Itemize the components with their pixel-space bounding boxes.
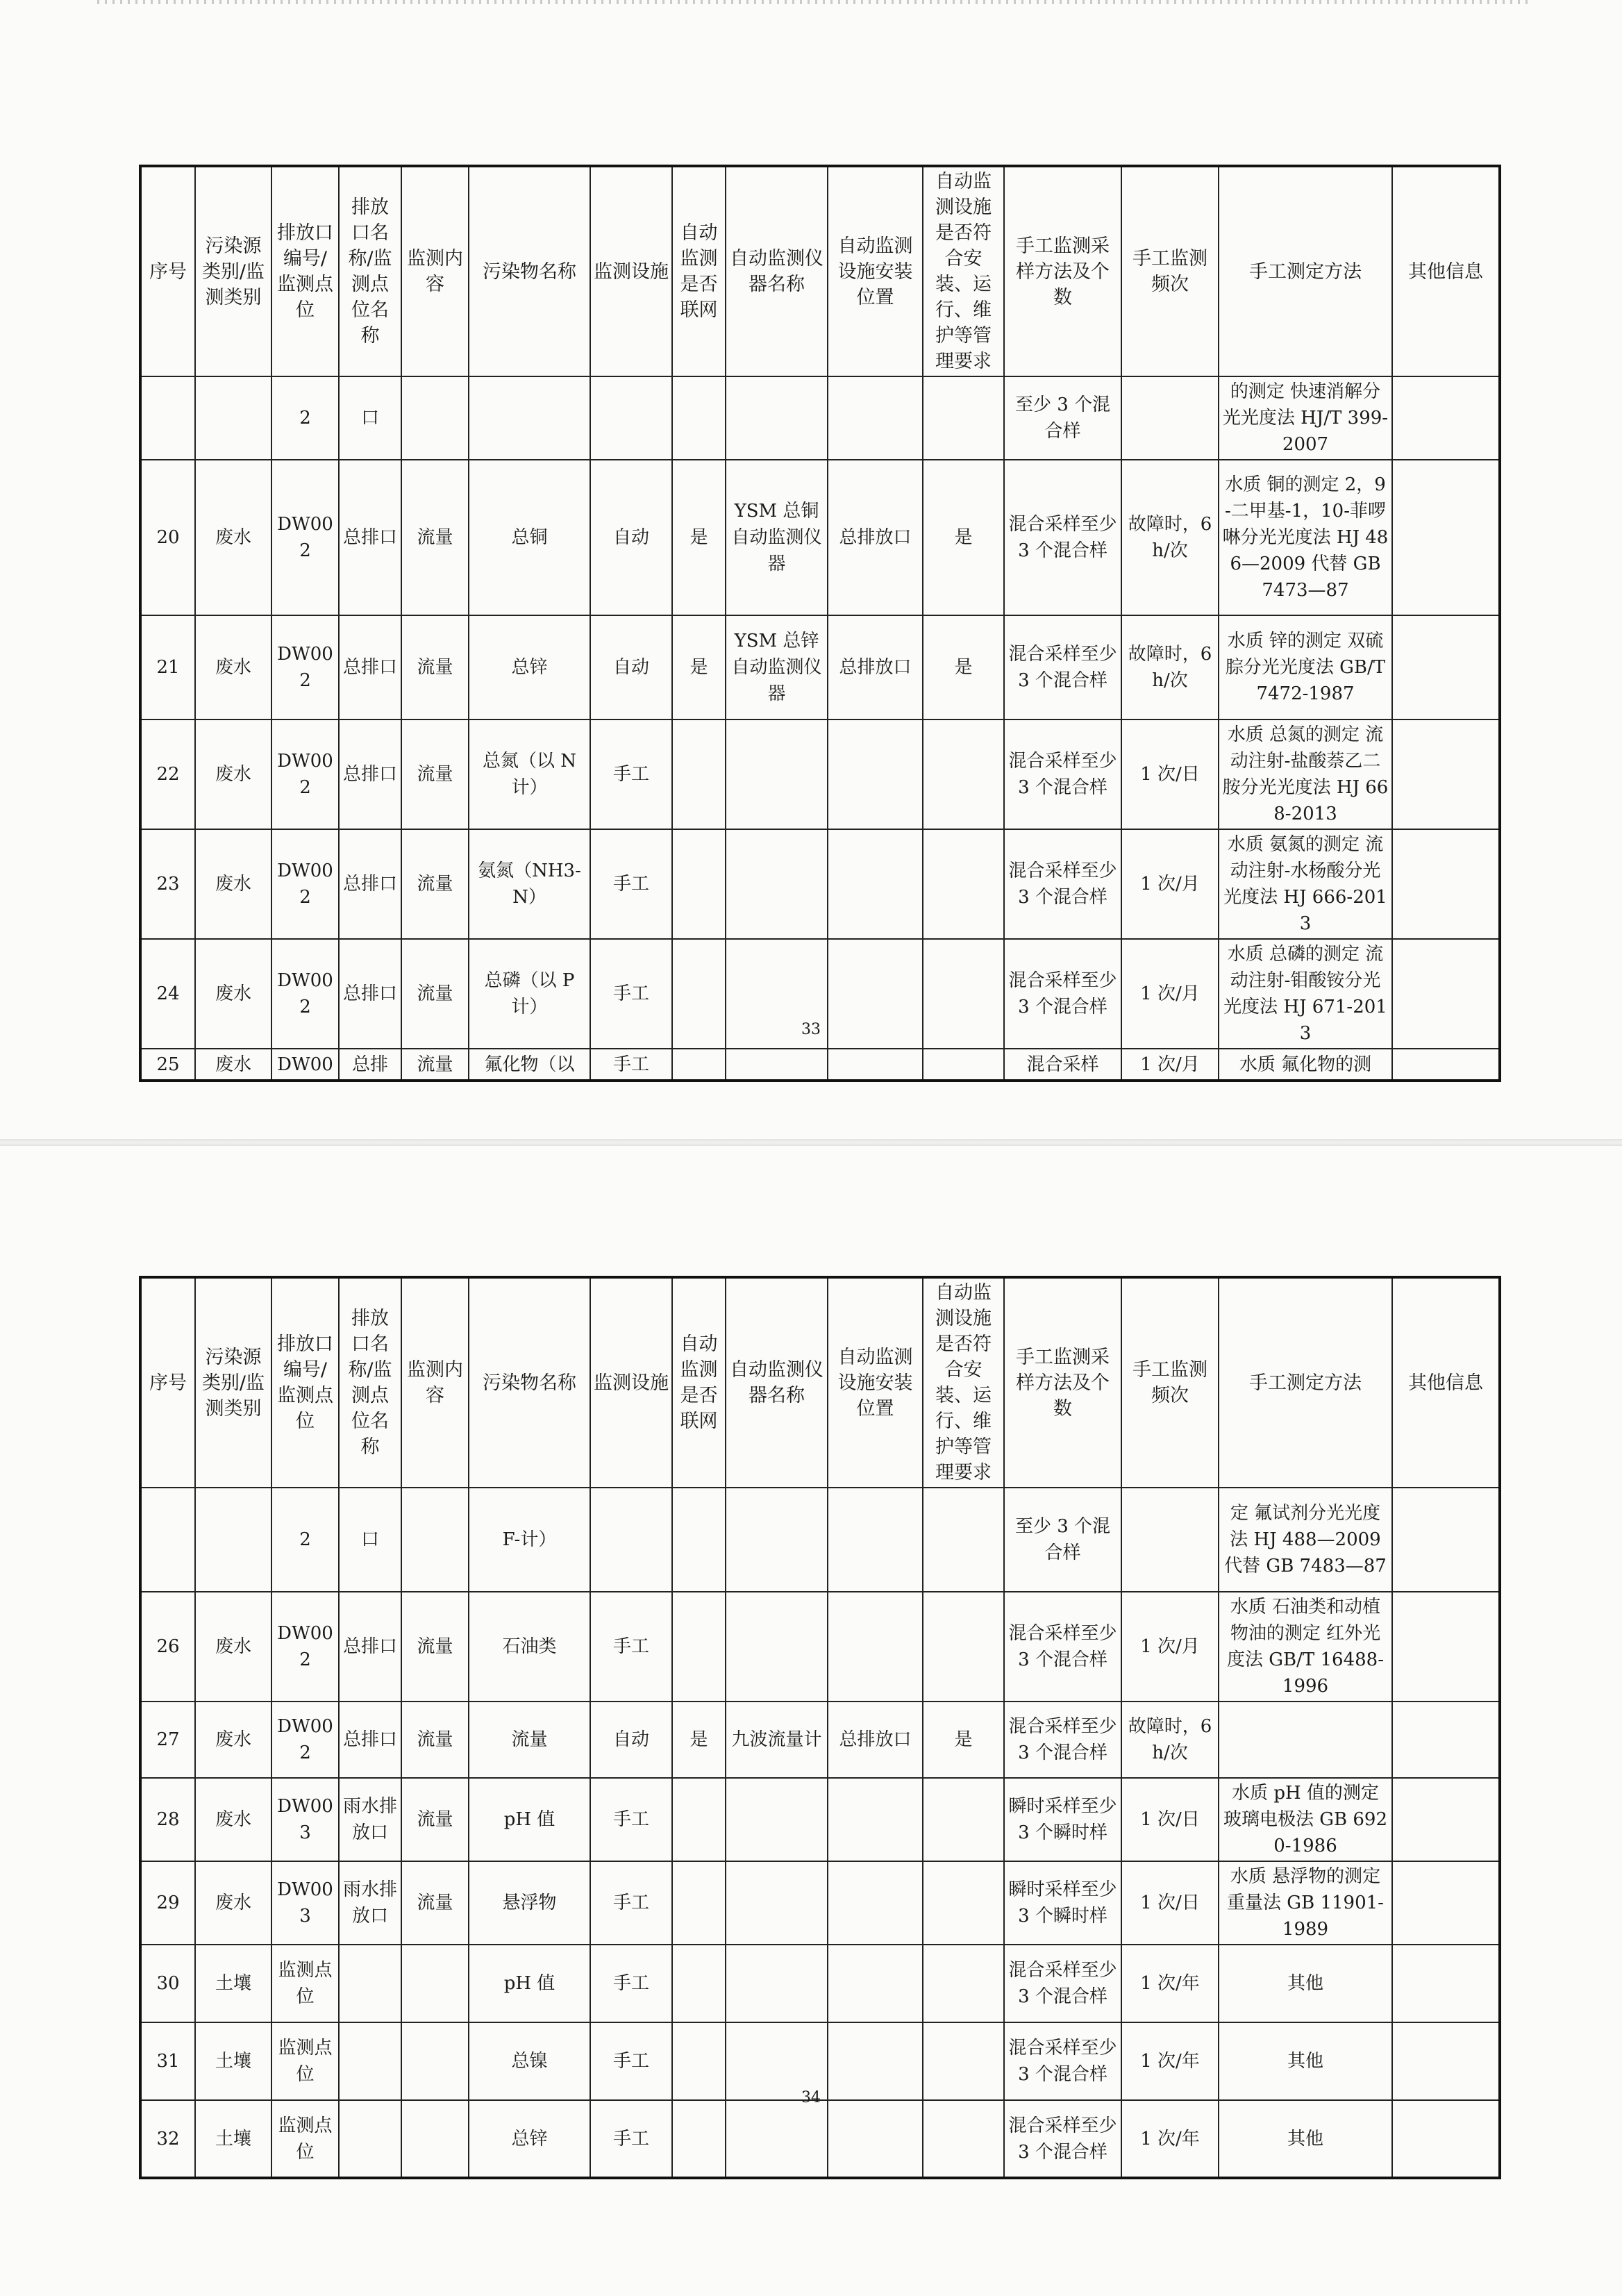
cell-install-location [828,376,923,460]
cell-sampling-method: 混合采样至少 3 个混合样 [1004,939,1121,1049]
header-networked: 自动监测是否联网 [672,1277,726,1488]
cell-frequency: 1 次/年 [1121,2022,1219,2100]
cell-frequency: 1 次/年 [1121,1945,1219,2022]
cell-outlet-name: 总排 [339,1049,401,1081]
header-other-info: 其他信息 [1392,1277,1500,1488]
cell-seq [140,1488,195,1592]
cell-pollutant: F-计） [469,1488,590,1592]
cell-test-method: 定 氟试剂分光光度法 HJ 488—2009 代替 GB 7483—87 [1219,1488,1392,1592]
header-pollutant: 污染物名称 [469,1277,590,1488]
header-outlet-code: 排放口编号/监测点位 [271,166,339,376]
cell-outlet-name: 雨水排放口 [339,1861,401,1945]
cell-facility: 手工 [590,1861,672,1945]
header-source-category: 污染源类别/监测类别 [195,166,271,376]
cell-test-method: 水质 氟化物的测 [1219,1049,1392,1081]
cell-pollutant: 总氮（以 N 计） [469,719,590,829]
cell-source-category: 废水 [195,460,271,615]
cell-frequency [1121,1488,1219,1592]
header-frequency: 手工监测频次 [1121,1277,1219,1488]
cell-seq: 25 [140,1049,195,1081]
header-other-info: 其他信息 [1392,166,1500,376]
cell-outlet-name [339,1945,401,2022]
cell-install-location: 总排放口 [828,1702,923,1778]
cell-monitor-content: 流量 [401,1592,469,1702]
table-row [140,1049,1500,1081]
header-compliance: 自动监测设施是否符合安装、运行、维护等管理要求 [923,1277,1004,1488]
table-body [140,1488,1500,2178]
cell-install-location: 总排放口 [828,460,923,615]
cell-sampling-method: 混合采样至少 3 个混合样 [1004,615,1121,719]
cell-install-location [828,2100,923,2178]
cell-outlet-name: 口 [339,1488,401,1592]
cell-install-location [828,1861,923,1945]
header-sampling-method: 手工监测采样方法及个数 [1004,166,1121,376]
cell-networked [672,719,726,829]
cell-other-info [1392,1592,1500,1702]
cell-compliance [923,829,1004,939]
cell-other-info [1392,615,1500,719]
cell-facility [590,376,672,460]
header-install-location: 自动监测设施安装位置 [828,1277,923,1488]
cell-test-method: 水质 锌的测定 双硫腙分光光度法 GB/T 7472-1987 [1219,615,1392,719]
cell-facility: 手工 [590,1049,672,1081]
page-fold [0,1139,1622,1146]
table-row [140,1861,1500,1945]
cell-outlet-code: DW002 [271,1592,339,1702]
header-outlet-name: 排放口名称/监测点位名称 [339,166,401,376]
monitoring-table-page-33 [139,165,1501,1082]
cell-outlet-name: 总排口 [339,615,401,719]
header-seq: 序号 [140,1277,195,1488]
header-install-location: 自动监测设施安装位置 [828,166,923,376]
cell-outlet-code: 监测点位 [271,2100,339,2178]
cell-other-info [1392,1945,1500,2022]
table-row [140,615,1500,719]
header-facility: 监测设施 [590,166,672,376]
cell-instrument: YSM 总锌自动监测仪器 [726,615,828,719]
cell-sampling-method: 混合采样至少 3 个混合样 [1004,829,1121,939]
cell-frequency: 故障时，6h/次 [1121,460,1219,615]
cell-sampling-method: 混合采样 [1004,1049,1121,1081]
cell-seq: 32 [140,2100,195,2178]
cell-networked: 是 [672,1702,726,1778]
cell-outlet-name: 总排口 [339,1702,401,1778]
cell-source-category: 废水 [195,1049,271,1081]
cell-sampling-method: 至少 3 个混合样 [1004,1488,1121,1592]
cell-facility: 自动 [590,1702,672,1778]
cell-instrument [726,1778,828,1861]
cell-pollutant: 氨氮（NH3-N） [469,829,590,939]
cell-frequency: 1 次/日 [1121,1861,1219,1945]
cell-outlet-code: DW002 [271,719,339,829]
cell-facility: 自动 [590,460,672,615]
cell-frequency: 1 次/日 [1121,719,1219,829]
cell-source-category: 土壤 [195,2022,271,2100]
cell-compliance [923,1488,1004,1592]
cell-compliance [923,1945,1004,2022]
cell-other-info [1392,829,1500,939]
cell-test-method: 水质 悬浮物的测定 重量法 GB 11901-1989 [1219,1861,1392,1945]
table-row [140,376,1500,460]
cell-sampling-method: 至少 3 个混合样 [1004,376,1121,460]
cell-other-info [1392,2100,1500,2178]
cell-pollutant: 氟化物（以 [469,1049,590,1081]
cell-seq: 27 [140,1702,195,1778]
cell-compliance [923,1592,1004,1702]
cell-outlet-code: DW002 [271,829,339,939]
cell-monitor-content: 流量 [401,1778,469,1861]
cell-sampling-method: 混合采样至少 3 个混合样 [1004,2022,1121,2100]
cell-install-location [828,1488,923,1592]
header-source-category: 污染源类别/监测类别 [195,1277,271,1488]
cell-facility: 手工 [590,2022,672,2100]
cell-facility: 手工 [590,1945,672,2022]
cell-outlet-code: DW00 [271,1049,339,1081]
cell-seq: 24 [140,939,195,1049]
header-test-method: 手工测定方法 [1219,166,1392,376]
cell-outlet-code: DW002 [271,939,339,1049]
header-frequency: 手工监测频次 [1121,166,1219,376]
cell-test-method: 水质 pH 值的测定 玻璃电极法 GB 6920-1986 [1219,1778,1392,1861]
cell-seq: 30 [140,1945,195,2022]
cell-compliance [923,1861,1004,1945]
cell-networked [672,376,726,460]
cell-monitor-content: 流量 [401,939,469,1049]
cell-compliance [923,376,1004,460]
cell-install-location [828,1778,923,1861]
cell-pollutant [469,376,590,460]
cell-seq: 31 [140,2022,195,2100]
cell-outlet-code: DW003 [271,1778,339,1861]
cell-instrument: YSM 总铜自动监测仪器 [726,460,828,615]
cell-outlet-name: 总排口 [339,719,401,829]
cell-source-category [195,376,271,460]
cell-compliance: 是 [923,615,1004,719]
cell-networked [672,829,726,939]
cell-outlet-code: DW002 [271,460,339,615]
cell-outlet-name: 总排口 [339,939,401,1049]
cell-networked [672,1945,726,2022]
cell-seq: 20 [140,460,195,615]
cell-pollutant: 总铜 [469,460,590,615]
cell-sampling-method: 混合采样至少 3 个混合样 [1004,2100,1121,2178]
cell-outlet-code: DW002 [271,615,339,719]
cell-facility [590,1488,672,1592]
cell-frequency: 故障时，6h/次 [1121,1702,1219,1778]
header-outlet-code: 排放口编号/监测点位 [271,1277,339,1488]
cell-compliance: 是 [923,460,1004,615]
cell-sampling-method: 混合采样至少 3 个混合样 [1004,719,1121,829]
header-pollutant: 污染物名称 [469,166,590,376]
cell-test-method: 其他 [1219,1945,1392,2022]
cell-compliance [923,1049,1004,1081]
header-networked: 自动监测是否联网 [672,166,726,376]
header-test-method: 手工测定方法 [1219,1277,1392,1488]
cell-sampling-method: 混合采样至少 3 个混合样 [1004,1702,1121,1778]
header-instrument: 自动监测仪器名称 [726,166,828,376]
header-outlet-name: 排放口名称/监测点位名称 [339,1277,401,1488]
header-facility: 监测设施 [590,1277,672,1488]
table-row [140,719,1500,829]
cell-install-location [828,719,923,829]
cell-source-category: 土壤 [195,1945,271,2022]
cell-instrument [726,829,828,939]
cell-test-method: 水质 总磷的测定 流动注射-钼酸铵分光光度法 HJ 671-2013 [1219,939,1392,1049]
cell-sampling-method: 混合采样至少 3 个混合样 [1004,1945,1121,2022]
cell-frequency: 1 次/月 [1121,1592,1219,1702]
cell-pollutant: 石油类 [469,1592,590,1702]
cell-seq [140,376,195,460]
cell-instrument [726,1592,828,1702]
table-row [140,829,1500,939]
cell-pollutant: pH 值 [469,1778,590,1861]
cell-seq: 28 [140,1778,195,1861]
cell-instrument [726,1861,828,1945]
cell-outlet-code: DW002 [271,1702,339,1778]
table-row [140,2100,1500,2178]
cell-monitor-content [401,1488,469,1592]
cell-monitor-content [401,376,469,460]
cell-compliance [923,1778,1004,1861]
cell-seq: 23 [140,829,195,939]
cell-instrument [726,376,828,460]
cell-facility: 手工 [590,829,672,939]
page-number: 33 [801,1021,821,1038]
cell-frequency: 1 次/年 [1121,2100,1219,2178]
cell-test-method: 水质 总氮的测定 流动注射-盐酸萘乙二胺分光光度法 HJ 668-2013 [1219,719,1392,829]
cell-other-info [1392,376,1500,460]
cell-install-location [828,829,923,939]
cell-instrument [726,719,828,829]
table-header-row [140,166,1500,376]
cell-install-location [828,1049,923,1081]
cell-facility: 手工 [590,939,672,1049]
cell-seq: 26 [140,1592,195,1702]
cell-source-category: 废水 [195,939,271,1049]
cell-networked [672,1861,726,1945]
cell-outlet-code: 2 [271,1488,339,1592]
cell-networked [672,1049,726,1081]
cell-test-method: 水质 氨氮的测定 流动注射-水杨酸分光光度法 HJ 666-2013 [1219,829,1392,939]
cell-monitor-content: 流量 [401,1049,469,1081]
cell-test-method [1219,1702,1392,1778]
cell-monitor-content: 流量 [401,460,469,615]
cell-other-info [1392,719,1500,829]
cell-other-info [1392,1778,1500,1861]
cell-networked [672,1778,726,1861]
cell-sampling-method: 瞬时采样至少 3 个瞬时样 [1004,1861,1121,1945]
cell-facility: 手工 [590,1592,672,1702]
cell-facility: 手工 [590,719,672,829]
cell-frequency: 故障时，6h/次 [1121,615,1219,719]
cell-facility: 手工 [590,2100,672,2178]
cell-other-info [1392,1488,1500,1592]
cell-source-category [195,1488,271,1592]
cell-source-category: 废水 [195,615,271,719]
cell-compliance [923,2100,1004,2178]
header-monitor-content: 监测内容 [401,1277,469,1488]
cell-seq: 21 [140,615,195,719]
table-row [140,1778,1500,1861]
cell-test-method: 其他 [1219,2022,1392,2100]
cell-frequency: 1 次/日 [1121,1778,1219,1861]
cell-pollutant: 总磷（以 P 计） [469,939,590,1049]
cell-monitor-content: 流量 [401,615,469,719]
cell-monitor-content [401,1945,469,2022]
cell-outlet-code: 监测点位 [271,2022,339,2100]
cell-test-method: 其他 [1219,2100,1392,2178]
cell-install-location [828,1945,923,2022]
cell-outlet-name [339,2100,401,2178]
cell-pollutant: 总锌 [469,615,590,719]
cell-monitor-content: 流量 [401,829,469,939]
cell-facility: 自动 [590,615,672,719]
table-row [140,1488,1500,1592]
cell-source-category: 废水 [195,1861,271,1945]
table-header-row [140,1277,1500,1488]
cell-seq: 29 [140,1861,195,1945]
cell-networked [672,1592,726,1702]
cell-source-category: 废水 [195,1778,271,1861]
cell-monitor-content: 流量 [401,719,469,829]
cell-monitor-content: 流量 [401,1702,469,1778]
cell-networked [672,2100,726,2178]
header-seq: 序号 [140,166,195,376]
cell-monitor-content: 流量 [401,1861,469,1945]
table-body [140,376,1500,1081]
cell-test-method: 水质 石油类和动植物油的测定 红外光度法 GB/T 16488-1996 [1219,1592,1392,1702]
header-monitor-content: 监测内容 [401,166,469,376]
cell-networked [672,1488,726,1592]
cell-instrument [726,1049,828,1081]
cell-compliance [923,719,1004,829]
table-row [140,1592,1500,1702]
cell-source-category: 土壤 [195,2100,271,2178]
cell-source-category: 废水 [195,1702,271,1778]
cell-outlet-code: 监测点位 [271,1945,339,2022]
cell-outlet-code: DW003 [271,1861,339,1945]
cell-test-method: 水质 铜的测定 2，9-二甲基-1，10-菲啰啉分光光度法 HJ 486—2009 代替 GB 7473—87 [1219,460,1392,615]
cell-monitor-content [401,2100,469,2178]
cell-instrument: 九波流量计 [726,1702,828,1778]
header-compliance: 自动监测设施是否符合安装、运行、维护等管理要求 [923,166,1004,376]
cell-instrument [726,1945,828,2022]
cell-frequency: 1 次/月 [1121,939,1219,1049]
cell-sampling-method: 混合采样至少 3 个混合样 [1004,1592,1121,1702]
scan-edge [97,0,1528,4]
cell-other-info [1392,1861,1500,1945]
cell-sampling-method: 瞬时采样至少 3 个瞬时样 [1004,1778,1121,1861]
cell-source-category: 废水 [195,1592,271,1702]
cell-frequency [1121,376,1219,460]
cell-source-category: 废水 [195,719,271,829]
cell-outlet-name: 雨水排放口 [339,1778,401,1861]
table-row [140,1945,1500,2022]
cell-outlet-name: 总排口 [339,829,401,939]
cell-other-info [1392,460,1500,615]
cell-pollutant: pH 值 [469,1945,590,2022]
table-row [140,1702,1500,1778]
cell-source-category: 废水 [195,829,271,939]
monitoring-table-page-34 [139,1276,1501,2179]
cell-install-location: 总排放口 [828,615,923,719]
cell-facility: 手工 [590,1778,672,1861]
cell-pollutant: 流量 [469,1702,590,1778]
table-row [140,460,1500,615]
cell-outlet-name: 总排口 [339,1592,401,1702]
cell-seq: 22 [140,719,195,829]
cell-other-info [1392,1049,1500,1081]
cell-instrument [726,1488,828,1592]
cell-networked: 是 [672,460,726,615]
cell-pollutant: 总镍 [469,2022,590,2100]
cell-frequency: 1 次/月 [1121,1049,1219,1081]
cell-pollutant: 悬浮物 [469,1861,590,1945]
cell-test-method: 的测定 快速消解分光光度法 HJ/T 399-2007 [1219,376,1392,460]
cell-install-location [828,1592,923,1702]
cell-networked: 是 [672,615,726,719]
cell-sampling-method: 混合采样至少 3 个混合样 [1004,460,1121,615]
cell-other-info [1392,1702,1500,1778]
cell-compliance: 是 [923,1702,1004,1778]
cell-frequency: 1 次/月 [1121,829,1219,939]
cell-outlet-name: 总排口 [339,460,401,615]
header-sampling-method: 手工监测采样方法及个数 [1004,1277,1121,1488]
page-number: 34 [801,2089,821,2106]
cell-outlet-name: 口 [339,376,401,460]
cell-pollutant: 总锌 [469,2100,590,2178]
header-instrument: 自动监测仪器名称 [726,1277,828,1488]
cell-outlet-code: 2 [271,376,339,460]
cell-instrument [726,2100,828,2178]
